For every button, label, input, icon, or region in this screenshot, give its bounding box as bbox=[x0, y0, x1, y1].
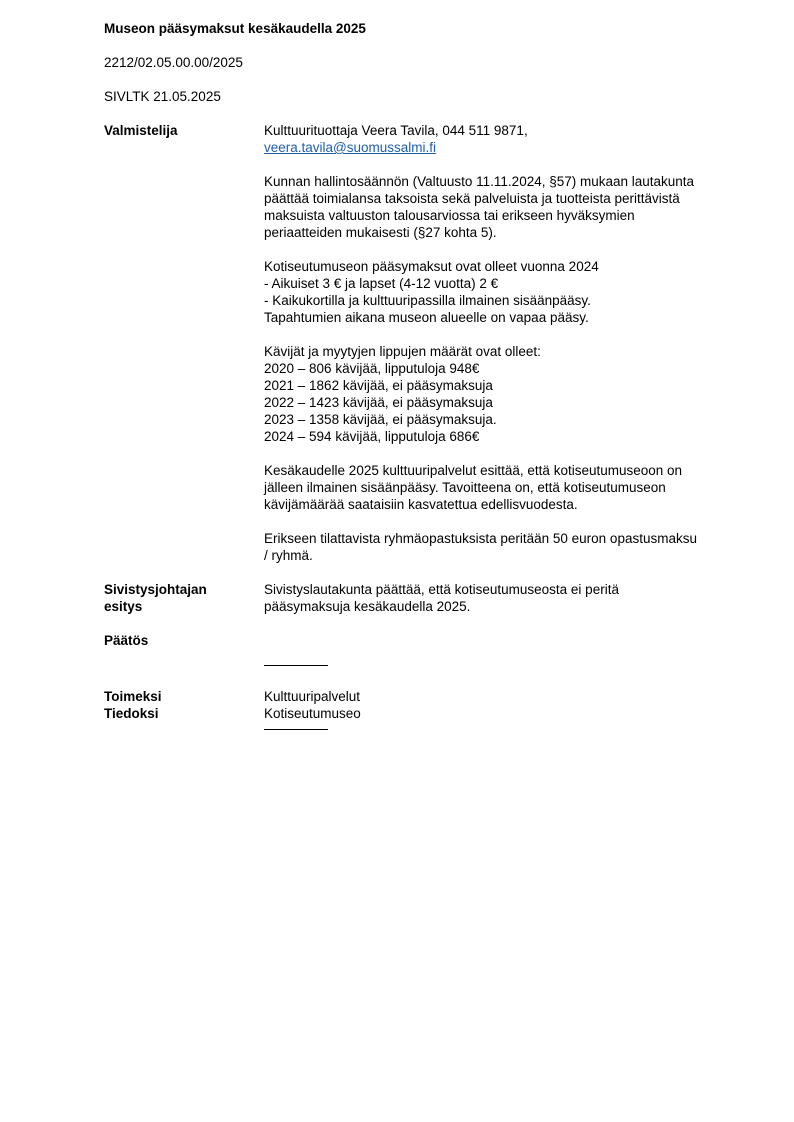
preparer-content bbox=[264, 122, 744, 581]
assignment-label: Toimeksi bbox=[104, 689, 162, 704]
text-line: Sivistyslautakunta päättää, että kotiseutumuseosta ei peritä bbox=[264, 582, 619, 597]
visitor-count-row: 2024 – 594 kävijää, lipputuloja 686€ bbox=[264, 429, 480, 444]
preparer-section bbox=[104, 122, 744, 581]
proposal-content bbox=[264, 581, 744, 632]
document-page bbox=[104, 20, 744, 730]
text-line: Tapahtumien aikana museon alueelle on vapaa pääsy. bbox=[264, 310, 589, 325]
decision-label: Päätös bbox=[104, 633, 149, 648]
visitor-count-row: 2023 – 1358 kävijää, ei pääsymaksuja. bbox=[264, 412, 497, 427]
information-value: Kotiseutumuseo bbox=[264, 706, 361, 721]
paragraph-visitor-counts bbox=[264, 343, 744, 445]
meeting-reference: SIVLTK 21.05.2025 bbox=[104, 89, 221, 104]
text-line: periaatteiden mukaisesti (§27 kohta 5). bbox=[264, 225, 497, 240]
document-title: Museon pääsymaksut kesäkaudella 2025 bbox=[104, 21, 366, 36]
visitor-count-row: 2020 – 806 kävijää, lipputuloja 948€ bbox=[264, 361, 480, 376]
separator-line bbox=[264, 729, 328, 730]
separator-line bbox=[264, 665, 328, 666]
paragraph-regulation bbox=[264, 173, 744, 241]
closing-rule-row bbox=[104, 729, 744, 730]
proposal-label bbox=[104, 581, 264, 632]
preparer-email-link[interactable]: veera.tavila@suomussalmi.fi bbox=[264, 140, 437, 155]
text-line: Kävijät ja myytyjen lippujen määrät ovat olleet: bbox=[264, 344, 541, 359]
proposal-label-line2: esitys bbox=[104, 599, 143, 614]
text-line: Kunnan hallintosäännön (Valtuusto 11.11.2024, §57) mukaan lautakunta bbox=[264, 174, 695, 189]
text-line: Kotiseutumuseon pääsymaksut ovat olleet vuonna 2024 bbox=[264, 259, 599, 274]
diary-number: 2212/02.05.00.00/2025 bbox=[104, 55, 243, 70]
paragraph-proposal-2025 bbox=[264, 462, 744, 513]
preparer-label: Valmistelija bbox=[104, 123, 178, 138]
visitor-count-row: 2021 – 1862 kävijää, ei pääsymaksuja bbox=[264, 378, 493, 393]
text-line: maksuista valtuuston talousarviossa tai erikseen hyväksymien bbox=[264, 208, 635, 223]
preparer-contact bbox=[264, 122, 744, 156]
text-line: pääsymaksuja kesäkaudella 2025. bbox=[264, 599, 471, 614]
information-label: Tiedoksi bbox=[104, 706, 159, 721]
decision-content bbox=[264, 632, 744, 649]
text-line: - Kaikukortilla ja kulttuuripassilla ilmainen sisäänpääsy. bbox=[264, 293, 591, 308]
text-line: Kesäkaudelle 2025 kulttuuripalvelut esittää, että kotiseutumuseoon on bbox=[264, 463, 683, 478]
text-line: Erikseen tilattavista ryhmäopastuksista peritään 50 euron opastusmaksu bbox=[264, 531, 697, 546]
visitor-count-row: 2022 – 1423 kävijää, ei pääsymaksuja bbox=[264, 395, 493, 410]
text-line: jälleen ilmainen sisäänpääsy. Tavoitteena on, että kotiseutumuseon bbox=[264, 480, 666, 495]
proposal-label-line1: Sivistysjohtajan bbox=[104, 582, 207, 597]
proposal-section bbox=[104, 581, 744, 632]
decision-section bbox=[104, 632, 744, 649]
text-line: / ryhmä. bbox=[264, 548, 313, 563]
proposal-text bbox=[264, 581, 744, 615]
paragraph-group-guidance bbox=[264, 530, 744, 564]
assignment-row bbox=[104, 688, 744, 705]
information-row bbox=[104, 705, 744, 722]
text-line: kävijämäärää saataisiin kasvatettua edellisvuodesta. bbox=[264, 497, 578, 512]
text-line: päättää toimialansa taksoista sekä palveluista ja tuotteista perittävistä bbox=[264, 191, 680, 206]
decision-rule-row bbox=[104, 665, 744, 666]
text-line: - Aikuiset 3 € ja lapset (4-12 vuotta) 2 € bbox=[264, 276, 499, 291]
preparer-name: Kulttuurituottaja Veera Tavila, 044 511 9871, bbox=[264, 123, 528, 138]
paragraph-fees-2024 bbox=[264, 258, 744, 326]
assignment-value: Kulttuuripalvelut bbox=[264, 689, 361, 704]
